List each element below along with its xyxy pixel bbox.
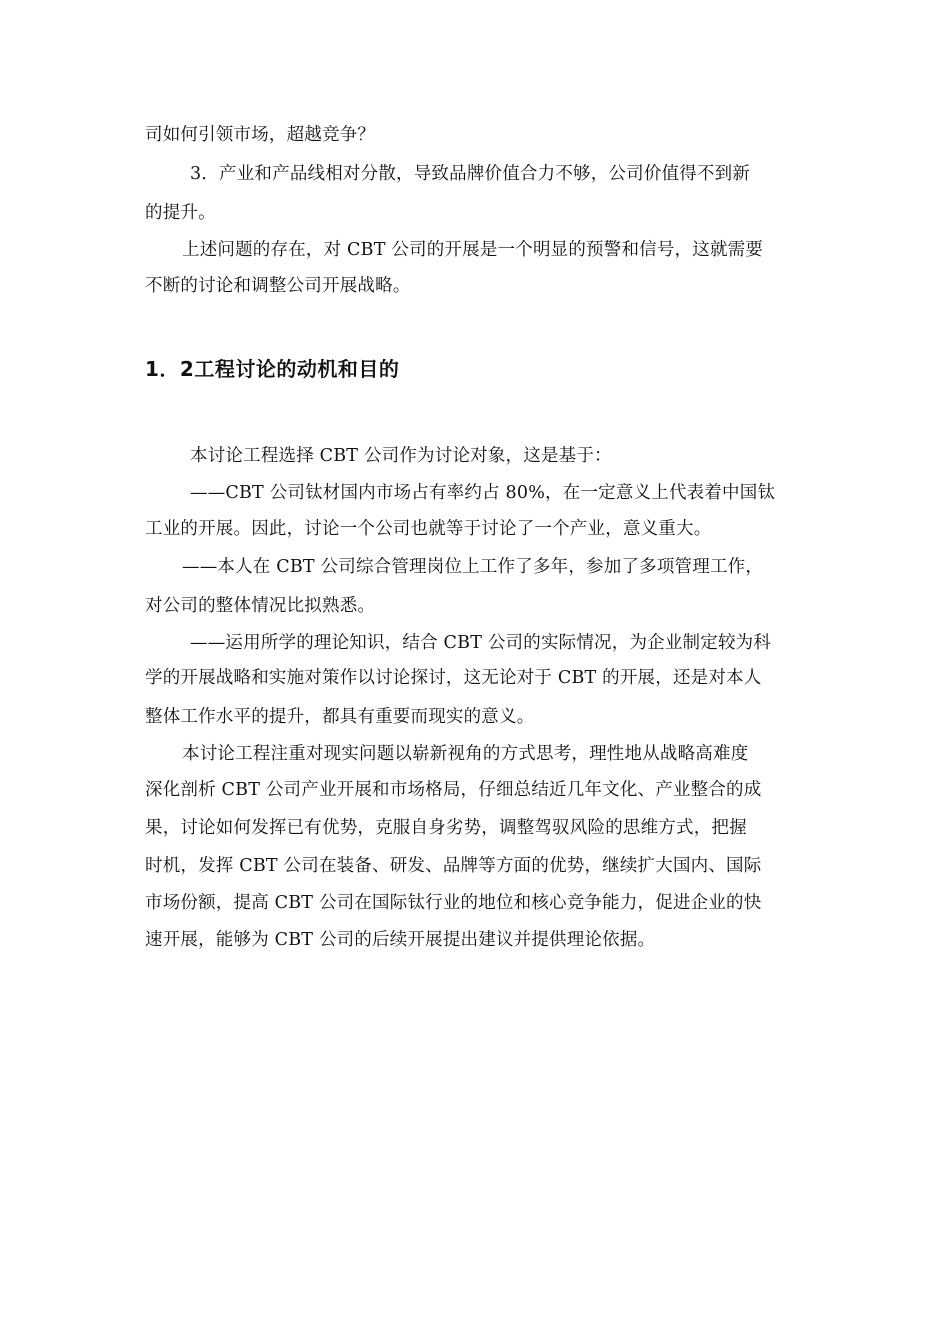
paragraph-line: 速开展，能够为 CBT 公司的后续开展提出建议并提供理论依据。: [145, 930, 656, 950]
paragraph-line: 的提升。: [145, 203, 216, 223]
paragraph-line: 司如何引领市场，超越竞争？: [145, 125, 376, 145]
paragraph-line: ——运用所学的理论知识，结合 CBT 公司的实际情况，为企业制定较为科: [190, 633, 772, 653]
paragraph-line: 本讨论工程选择 CBT 公司作为讨论对象，这是基于：: [190, 446, 612, 466]
paragraph-line: 果，讨论如何发挥已有优势，克服自身劣势，调整驾驭风险的思维方式，把握: [145, 818, 747, 838]
paragraph-line: 深化剖析 CBT 公司产业开展和市场格局，仔细总结近几年文化、产业整合的成: [145, 780, 762, 800]
paragraph-line: 市场份额，提高 CBT 公司在国际钛行业的地位和核心竞争能力，促进企业的快: [145, 893, 762, 913]
paragraph-line: 时机，发挥 CBT 公司在装备、研发、品牌等方面的优势，继续扩大国内、国际: [145, 856, 762, 876]
paragraph-line: 上述问题的存在，对 CBT 公司的开展是一个明显的预警和信号，这就需要: [182, 240, 764, 260]
paragraph-line: 整体工作水平的提升，都具有重要而现实的意义。: [145, 707, 535, 727]
paragraph-line: 3．产业和产品线相对分散，导致品牌价值合力不够，公司价值得不到新: [190, 164, 751, 184]
paragraph-line: 工业的开展。因此，讨论一个公司也就等于讨论了一个产业，意义重大。: [145, 519, 712, 539]
section-heading: 1．2工程讨论的动机和目的: [145, 357, 400, 381]
paragraph-line: ——本人在 CBT 公司综合管理岗位上工作了多年，参加了多项管理工作，: [182, 557, 764, 577]
paragraph-line: 不断的讨论和调整公司开展战略。: [145, 276, 411, 296]
paragraph-line: 学的开展战略和实施对策作以讨论探讨，这无论对于 CBT 的开展，还是对本人: [145, 668, 762, 688]
paragraph-line: ——CBT 公司钛材国内市场占有率约占 80%，在一定意义上代表着中国钛: [190, 483, 776, 503]
paragraph-line: 对公司的整体情况比拟熟悉。: [145, 596, 376, 616]
paragraph-line: 本讨论工程注重对现实问题以崭新视角的方式思考，理性地从战略高难度: [182, 744, 749, 764]
